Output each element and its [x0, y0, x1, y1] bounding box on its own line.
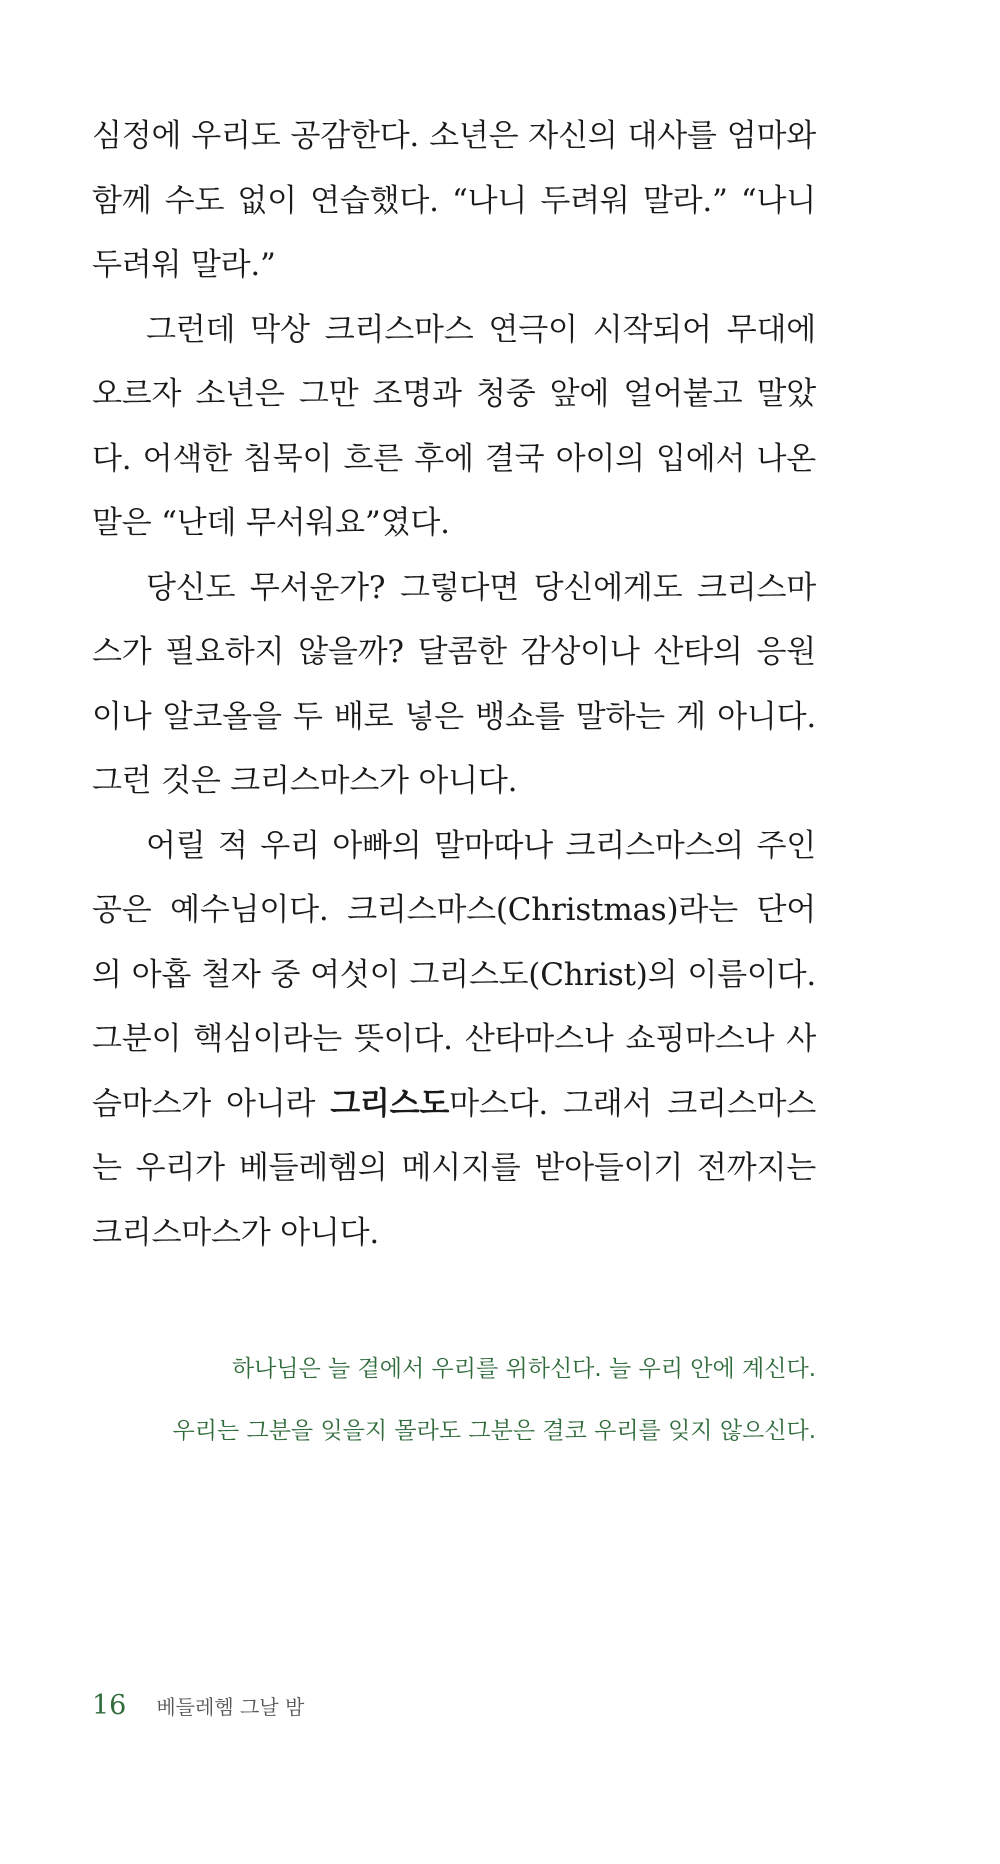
paragraph-4 — [92, 814, 816, 1266]
callout-line-1: 하나님은 늘 곁에서 우리를 위하신다. 늘 우리 안에 계신다. — [231, 1356, 816, 1382]
paragraph-2: 그런데 막상 크리스마스 연극이 시작되어 무대에 오르자 소년은 그만 조명과 청중 앞에 얼어붙고 말았다. 어색한 침묵이 흐른 후에 결국 아이의 입에서 나온 말은 “난데 무서워요”였다. — [92, 311, 816, 541]
callout-quote — [173, 1338, 816, 1462]
paragraph-3: 당신도 무서운가? 그렇다면 당신에게도 크리스마스가 필요하지 않을까? 달콤한 감상이나 산타의 응원이나 알코올을 두 배로 넣은 뱅쇼를 말하는 게 아니다. 그런 것은 크리스마스가 아니다. — [92, 569, 816, 799]
paragraph-4-emphasis: 그리스도 — [330, 1085, 450, 1122]
callout-line-2: 우리는 그분을 잊을지 몰라도 그분은 결코 우리를 잊지 않으신다. — [172, 1418, 816, 1444]
page-number: 16 — [92, 1690, 127, 1721]
paragraph-1: 심정에 우리도 공감한다. 소년은 자신의 대사를 엄마와 함께 수도 없이 연습했다. “나니 두려워 말라.” “나니 두려워 말라.” — [92, 118, 816, 283]
page-footer — [92, 1690, 304, 1721]
paragraph-4-text-start: 어릴 적 우리 아빠의 말마따나 크리스마스의 주인공은 예수님이다. 크리스마스(Christmas)라는 단어의 아홉 철자 중 여섯이 그리스도(Christ)의 이름이다. 그분이 핵심이라는 뜻이다. 산타마스나 쇼핑마스나 사슴마스가 아니라 — [92, 827, 816, 1122]
body-text — [92, 104, 816, 1265]
running-title: 베들레헴 그날 밤 — [156, 1695, 305, 1719]
paragraph-4-text-end: 마스다. 그래서 크리스마스는 우리가 베들레헴의 메시지를 받아들이기 전까지는 크리스마스가 아니다. — [92, 1085, 816, 1251]
